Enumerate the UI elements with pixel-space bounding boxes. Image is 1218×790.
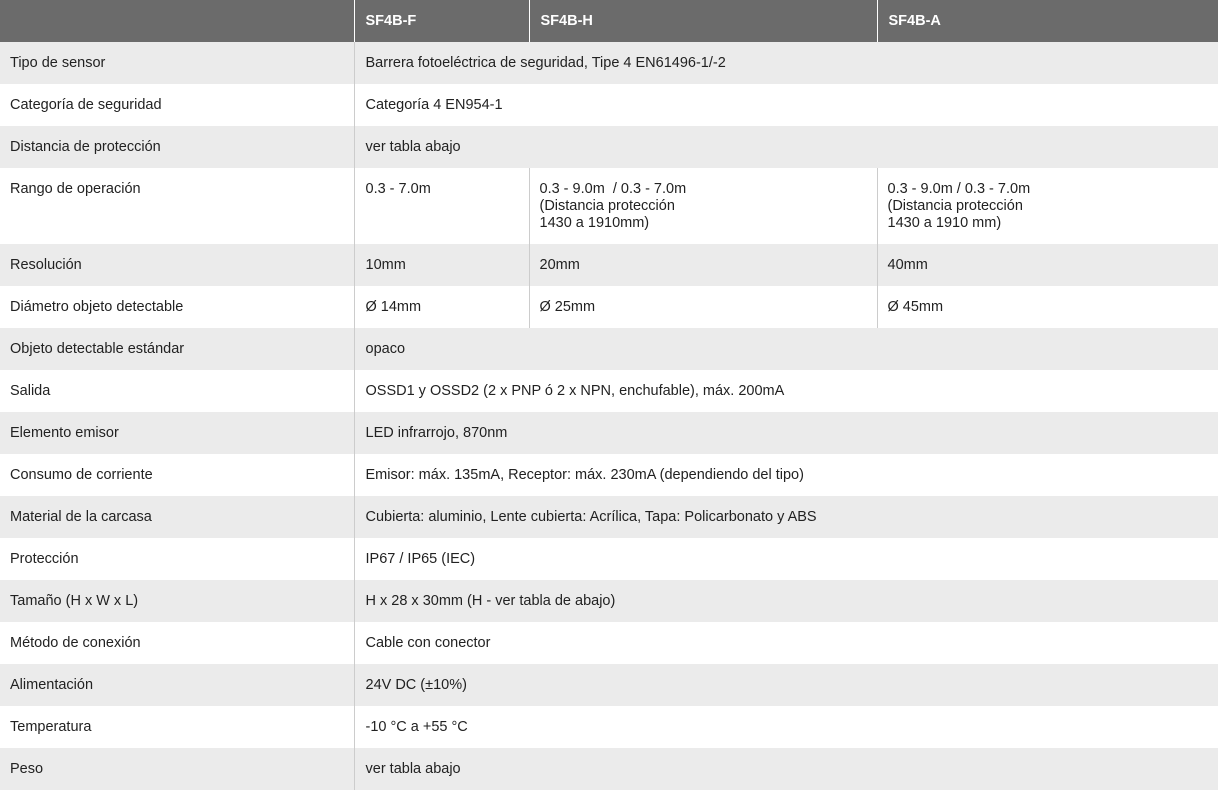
value-line: (Distancia protección: [887, 198, 1023, 214]
value-line: 0.3 - 9.0m / 0.3 - 7.0m: [887, 181, 1031, 197]
value-line: 0.3 - 9.0m / 0.3 - 7.0m: [539, 181, 687, 197]
table-row: [0, 126, 1218, 168]
value-line: 0.3 - 7.0m: [365, 181, 431, 197]
row-label: Tipo de sensor: [10, 54, 106, 71]
row-value-sf4b-a: [877, 168, 1218, 244]
row-value-sf4b-f: 10mm: [354, 244, 529, 286]
row-label: Tamaño (H x W x L): [10, 592, 139, 609]
table-row: [0, 42, 1218, 84]
row-label: Temperatura: [10, 718, 92, 735]
row-value: Barrera fotoeléctrica de seguridad, Tipe 4 EN61496-1/-2: [354, 42, 1218, 84]
table-row: [0, 706, 1218, 748]
row-value: LED infrarrojo, 870nm: [354, 412, 1218, 454]
row-value: Categoría 4 EN954-1: [354, 84, 1218, 126]
header-row: [0, 0, 1218, 42]
table-row: [0, 168, 1218, 244]
row-value: Cubierta: aluminio, Lente cubierta: Acrílica, Tapa: Policarbonato y ABS: [354, 496, 1218, 538]
row-value-sf4b-a: Ø 45mm: [877, 286, 1218, 328]
row-label: Elemento emisor: [10, 424, 119, 441]
table-row: [0, 496, 1218, 538]
row-label: Alimentación: [10, 676, 94, 693]
row-label: Consumo de corriente: [10, 466, 153, 483]
row-label: Peso: [10, 760, 44, 777]
row-value: H x 28 x 30mm (H - ver tabla de abajo): [354, 580, 1218, 622]
row-value-sf4b-h: 20mm: [529, 244, 877, 286]
row-value: -10 °C a +55 °C: [354, 706, 1218, 748]
row-label: Resolución: [10, 256, 82, 273]
value-line: 1430 a 1910 mm): [887, 215, 1002, 231]
row-label: Categoría de seguridad: [10, 96, 162, 113]
row-value-sf4b-f: [354, 168, 529, 244]
header-sf4b-a: SF4B-A: [877, 0, 1218, 42]
value-line: (Distancia protección: [539, 198, 675, 214]
table-row: [0, 244, 1218, 286]
row-value: Emisor: máx. 135mA, Receptor: máx. 230mA (dependiendo del tipo): [354, 454, 1218, 496]
row-label: Protección: [10, 550, 79, 567]
value-line: 1430 a 1910mm): [539, 215, 650, 231]
table-row: [0, 622, 1218, 664]
row-value-sf4b-a: 40mm: [877, 244, 1218, 286]
table-row: [0, 328, 1218, 370]
table-row: [0, 370, 1218, 412]
row-value: IP67 / IP65 (IEC): [354, 538, 1218, 580]
row-label: Distancia de protección: [10, 138, 161, 155]
row-label: Material de la carcasa: [10, 508, 152, 525]
header-sf4b-h: SF4B-H: [529, 0, 877, 42]
table-row: [0, 748, 1218, 790]
row-value: ver tabla abajo: [354, 126, 1218, 168]
table-row: [0, 454, 1218, 496]
row-label: Salida: [10, 382, 51, 399]
row-value-sf4b-h: [529, 168, 877, 244]
table-row: [0, 84, 1218, 126]
table-row: [0, 412, 1218, 454]
row-value: 24V DC (±10%): [354, 664, 1218, 706]
row-label: Rango de operación: [10, 181, 141, 197]
row-value-sf4b-f: Ø 14mm: [354, 286, 529, 328]
header-sf4b-f: SF4B-F: [354, 0, 529, 42]
header-blank: [0, 0, 354, 42]
table-row: [0, 664, 1218, 706]
row-value: opaco: [354, 328, 1218, 370]
table-row: [0, 286, 1218, 328]
row-label: Método de conexión: [10, 634, 141, 651]
row-value: Cable con conector: [354, 622, 1218, 664]
table-row: [0, 580, 1218, 622]
row-value-sf4b-h: Ø 25mm: [529, 286, 877, 328]
row-label: Diámetro objeto detectable: [10, 298, 184, 315]
row-value: OSSD1 y OSSD2 (2 x PNP ó 2 x NPN, enchufable), máx. 200mA: [354, 370, 1218, 412]
row-label: Objeto detectable estándar: [10, 340, 185, 357]
row-value: ver tabla abajo: [354, 748, 1218, 790]
table-row: [0, 538, 1218, 580]
